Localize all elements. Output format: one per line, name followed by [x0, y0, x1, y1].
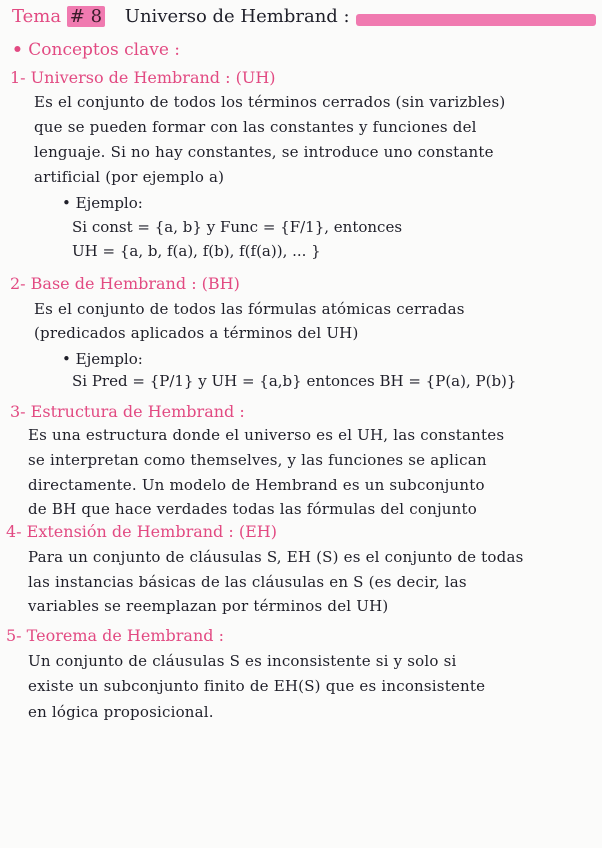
section-4-line-3: variables se reemplazan por términos del UH)	[28, 597, 389, 615]
section-2-example-label: • Ejemplo:	[62, 350, 143, 368]
bullet-icon: •	[12, 40, 23, 60]
page-title	[12, 6, 350, 27]
section-2-line-1: Es el conjunto de todos las fórmulas atómicas cerradas	[34, 300, 465, 318]
section-1-line-3: lenguaje. Si no hay constantes, se introduce uno constante	[34, 143, 494, 161]
section-5-line-3: en lógica proposicional.	[28, 703, 214, 721]
section-1-line-2: que se pueden formar con las constantes y funciones del	[34, 118, 477, 136]
section-5-line-1: Un conjunto de cláusulas S es inconsistente si y solo si	[28, 652, 457, 670]
title-text: Universo de Hembrand :	[124, 6, 350, 27]
title-highlight-mark	[356, 14, 596, 26]
section-1-example-line-1: Si const = {a, b} y Func = {F/1}, entonces	[72, 218, 403, 236]
section-2-example-line-1: Si Pred = {P/1} y UH = {a,b} entonces BH = {P(a), P(b)}	[72, 372, 517, 390]
section-2-line-2: (predicados aplicados a términos del UH)	[34, 324, 359, 342]
section-4-line-2: las instancias básicas de las cláusulas en S (es decir, las	[28, 573, 467, 591]
section-3-line-3: directamente. Un modelo de Hembrand es un subconjunto	[28, 476, 485, 494]
section-1-example-label: • Ejemplo:	[62, 194, 143, 212]
concepts-header	[12, 40, 180, 60]
section-4-heading: 4- Extensión de Hembrand : (EH)	[6, 522, 277, 541]
concepts-header-text: Conceptos clave :	[28, 40, 181, 60]
title-number: # 8	[67, 6, 105, 27]
section-3-heading: 3- Estructura de Hembrand :	[10, 402, 245, 421]
section-3-line-4: de BH que hace verdades todas las fórmulas del conjunto	[28, 500, 477, 518]
section-5-line-2: existe un subconjunto finito de EH(S) que es inconsistente	[28, 677, 486, 695]
section-1-heading: 1- Universo de Hembrand : (UH)	[10, 68, 276, 87]
section-2-heading: 2- Base de Hembrand : (BH)	[10, 274, 240, 293]
section-1-example-line-2: UH = {a, b, f(a), f(b), f(f(a)), ... }	[72, 242, 321, 260]
section-1-line-1: Es el conjunto de todos los términos cerrados (sin varizbles)	[34, 93, 506, 111]
section-3-line-2: se interpretan como themselves, y las funciones se aplican	[28, 451, 487, 469]
section-3-line-1: Es una estructura donde el universo es el UH, las constantes	[28, 426, 505, 444]
title-tema: Tema	[12, 6, 62, 27]
section-5-heading: 5- Teorema de Hembrand :	[6, 626, 224, 645]
section-4-line-1: Para un conjunto de cláusulas S, EH (S) es el conjunto de todas	[28, 548, 524, 566]
section-1-line-4: artificial (por ejemplo a)	[34, 168, 225, 186]
